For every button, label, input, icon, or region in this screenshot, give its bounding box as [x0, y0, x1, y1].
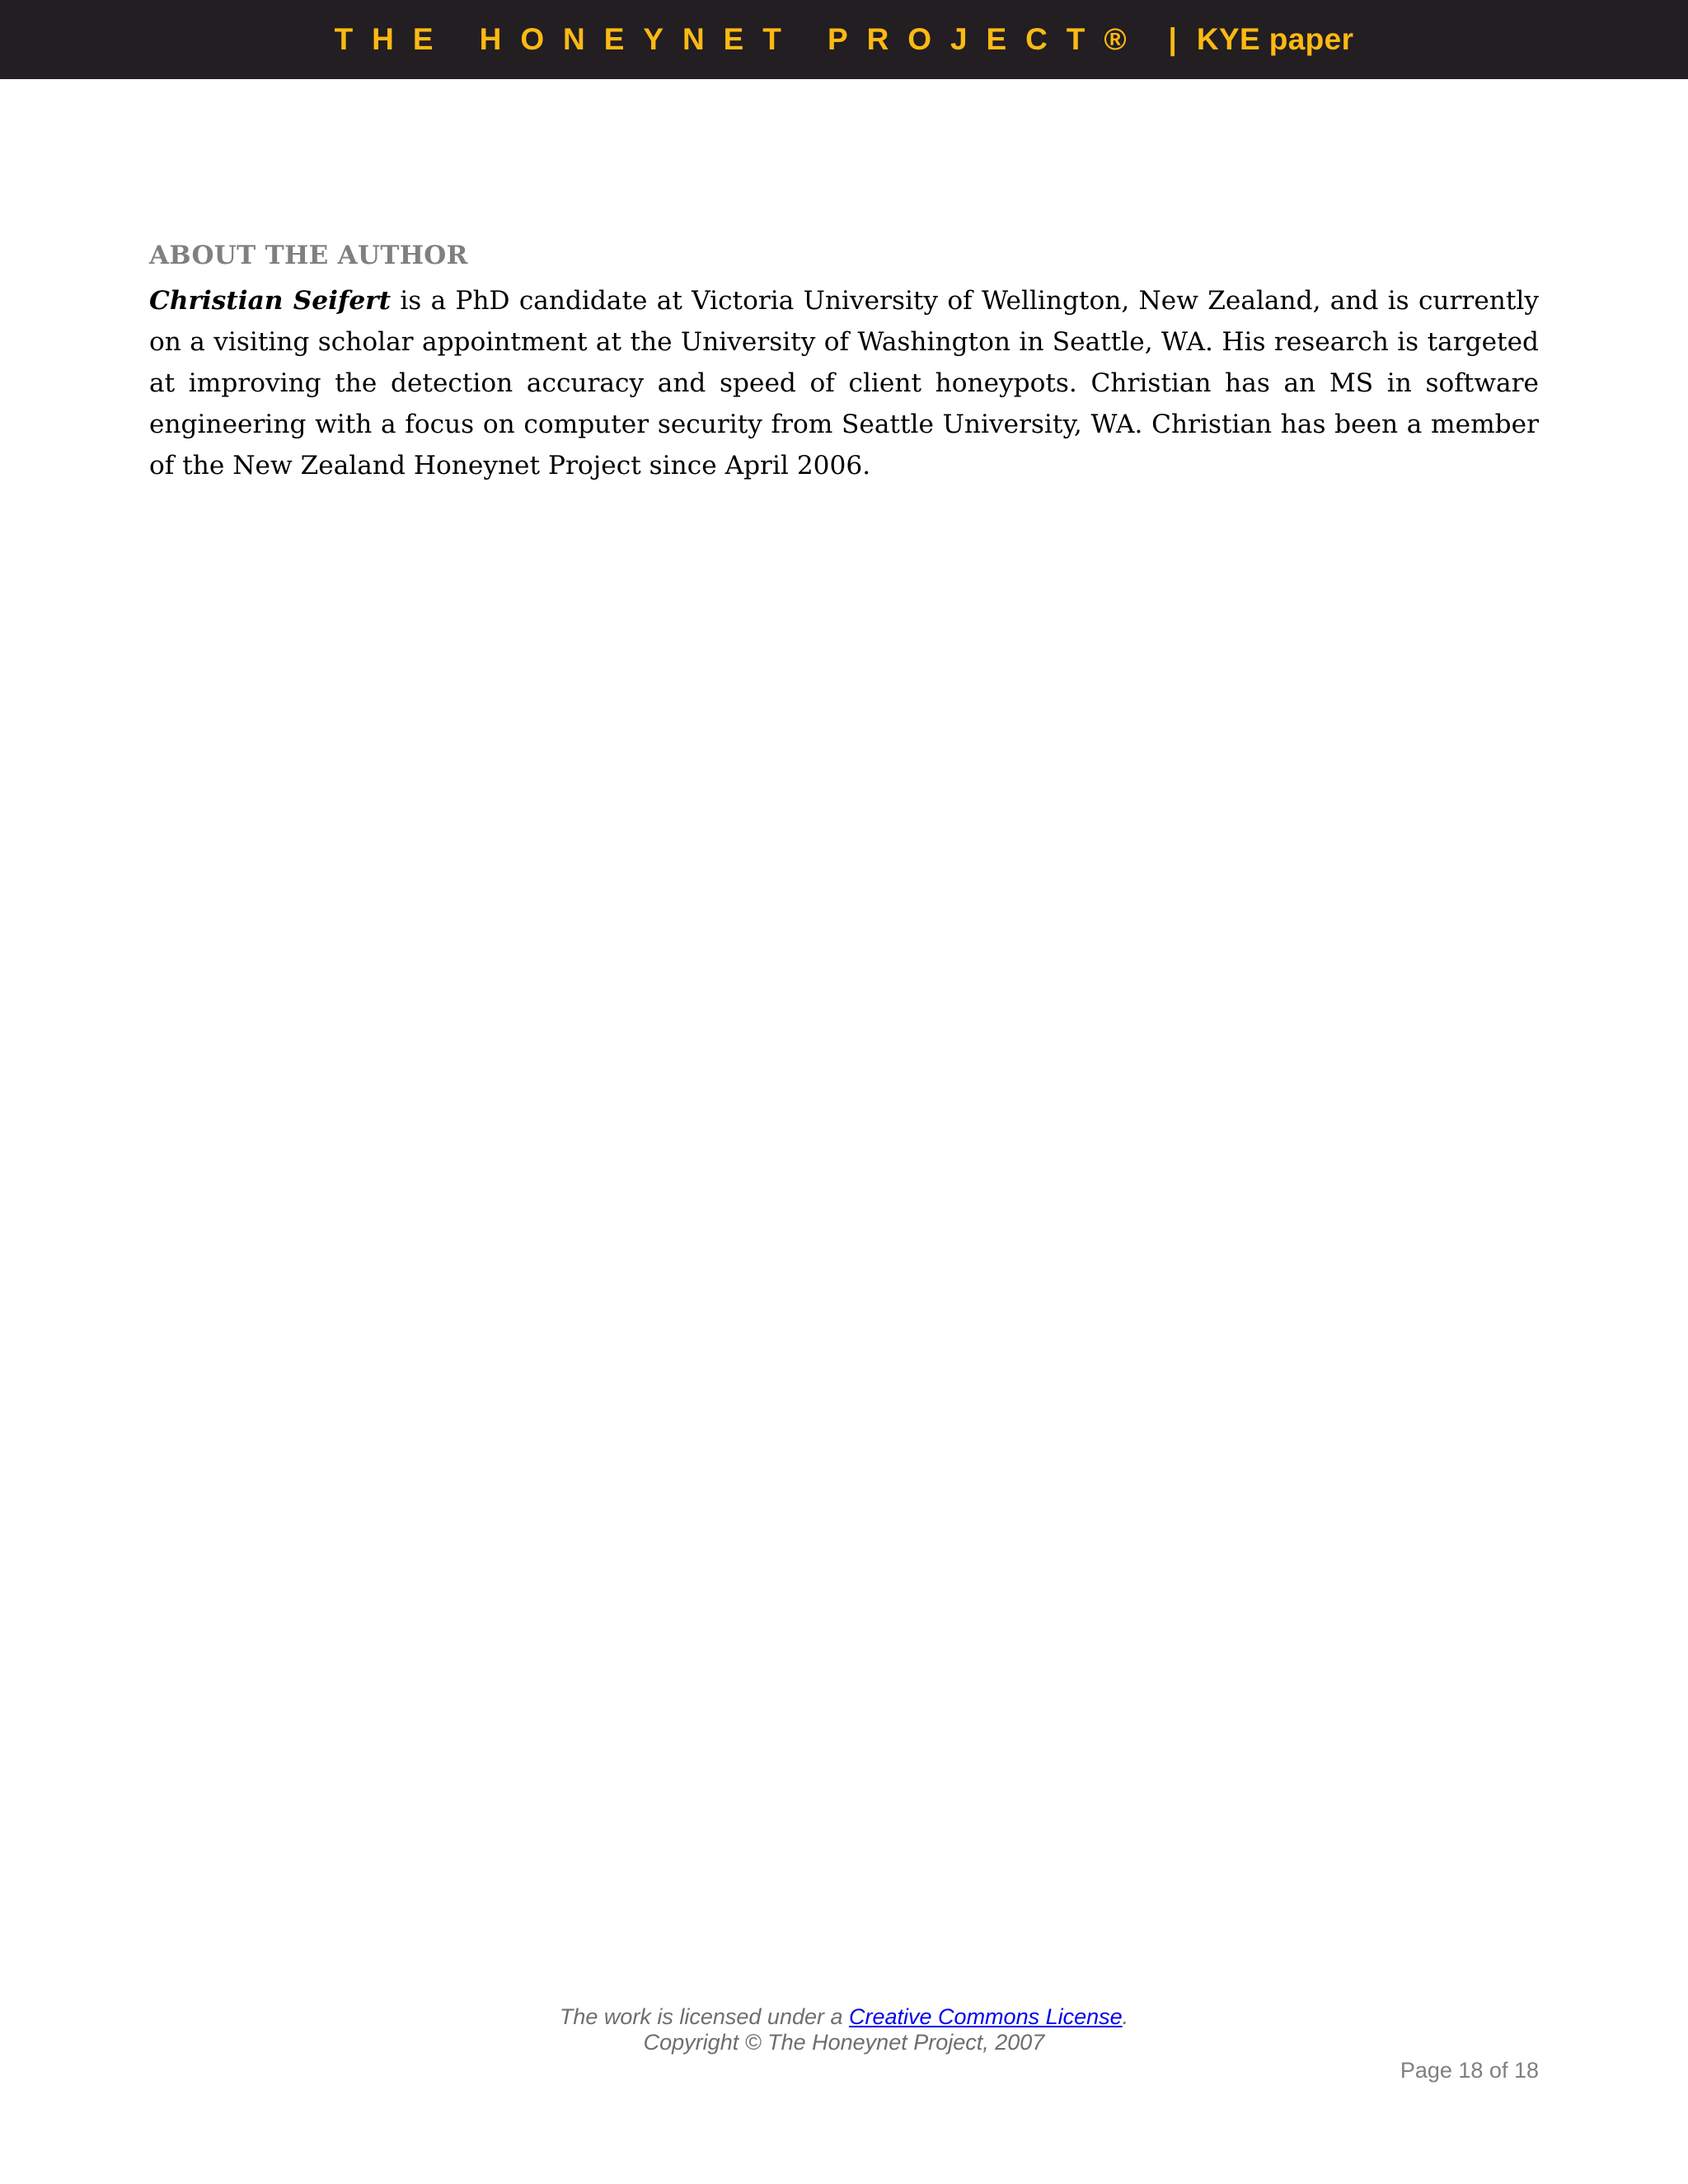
header-project-title: THE HONEYNET PROJECT® — [334, 22, 1146, 56]
section-heading: ABOUT THE AUTHOR — [149, 241, 468, 270]
header-paper-type: KYE paper — [1196, 22, 1354, 56]
header-bar — [0, 0, 1688, 79]
author-name: Christian Seifert — [149, 286, 392, 316]
page-number: Page 18 of 18 — [1400, 2058, 1539, 2083]
author-bio-text: is a PhD candidate at Victoria University of Wellington, New Zealand, and is currently on a visiting scholar appointment at the University of Washington in Seattle, WA. His research is targeted at improving the detection accuracy and speed of client honeypots. Christian has an MS in software engineering with a focus on computer security from Seattle University, WA. Christian has been a member of the New Zealand Honeynet Project since April 2006. — [149, 286, 1540, 480]
license-suffix: . — [1122, 2004, 1129, 2029]
author-bio — [149, 280, 1539, 486]
license-line — [0, 2004, 1688, 2030]
creative-commons-link[interactable]: Creative Commons License — [849, 2004, 1123, 2029]
header-separator: | — [1168, 22, 1177, 56]
copyright-line: Copyright © The Honeynet Project, 2007 — [643, 2030, 1045, 2055]
footer — [0, 2004, 1688, 2055]
license-prefix: The work is licensed under a — [559, 2004, 843, 2029]
